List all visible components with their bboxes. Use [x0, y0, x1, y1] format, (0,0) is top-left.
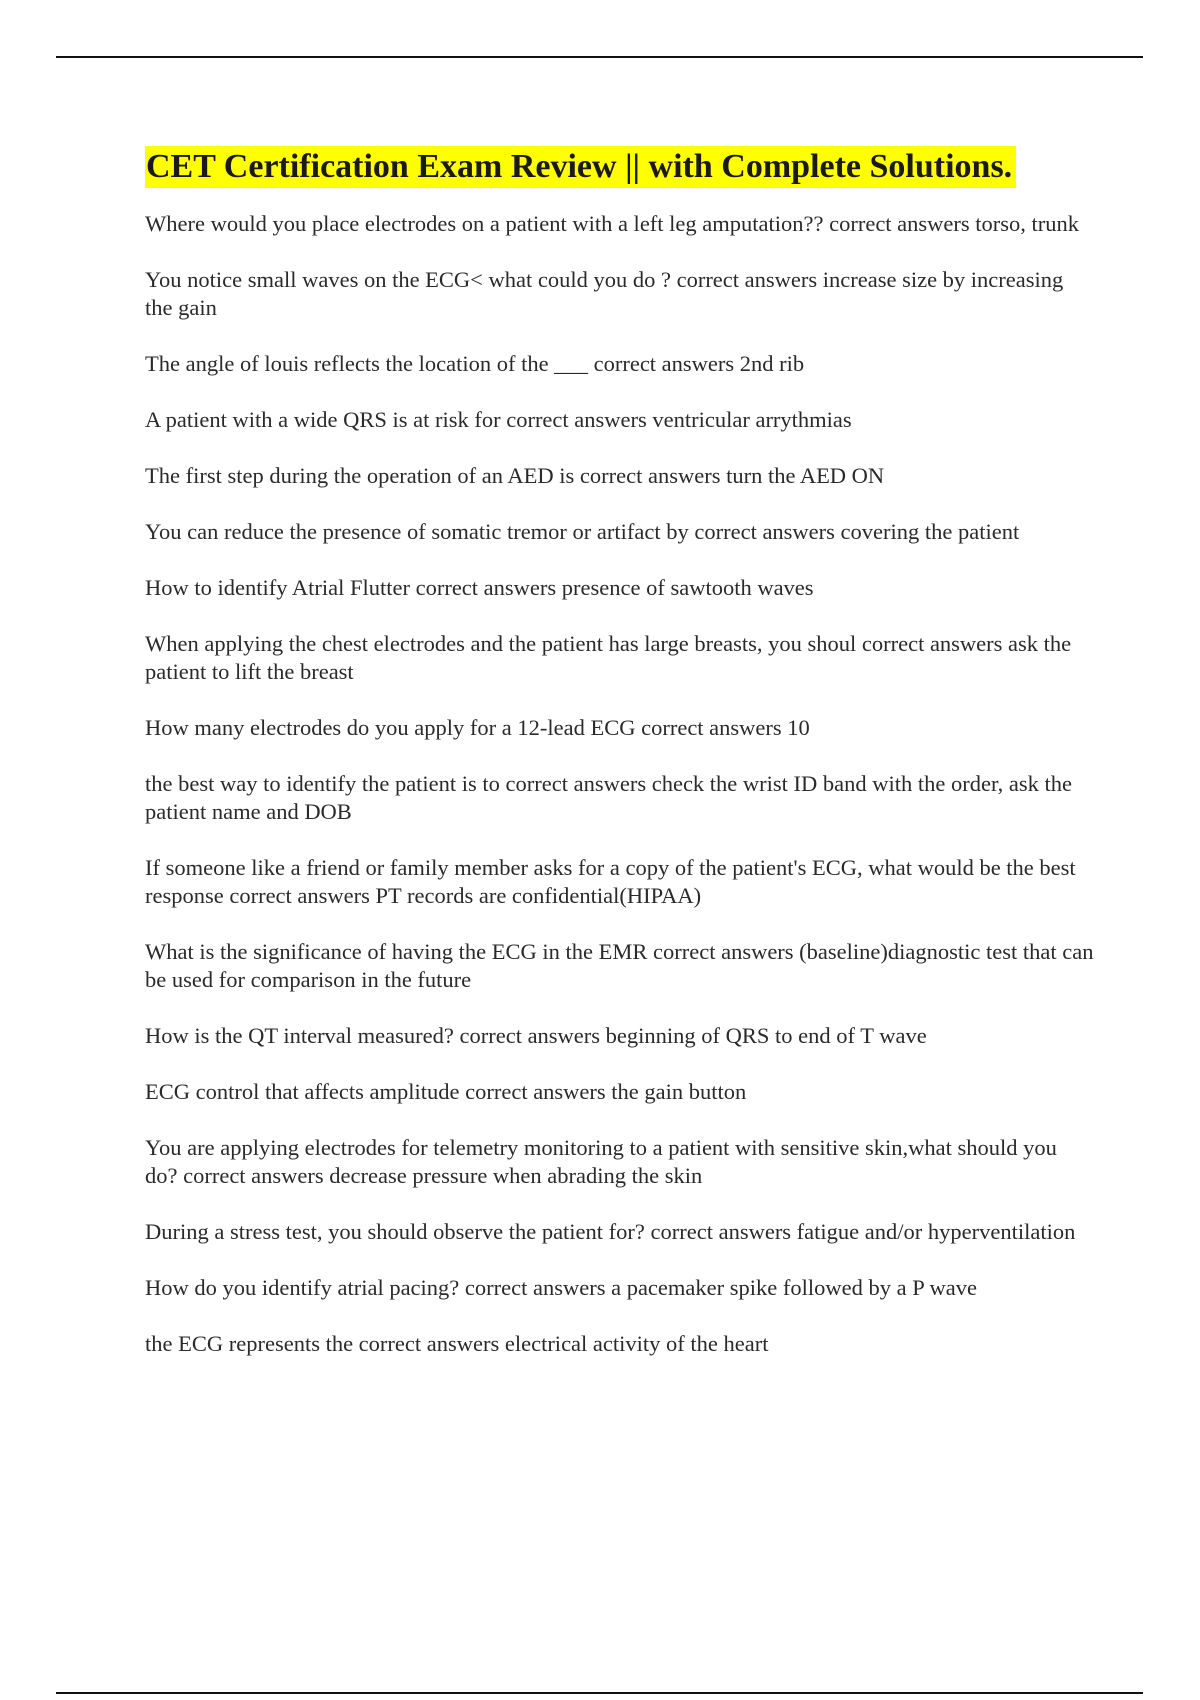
- qa-item-17: How do you identify atrial pacing? correct answers a pacemaker spike followed by a P wave: [145, 1275, 977, 1300]
- qa-item-9: How many electrodes do you apply for a 12-lead ECG correct answers 10: [145, 715, 810, 740]
- qa-item-8: When applying the chest electrodes and the patient has large breasts, you shoul correct answers ask the patient to lift the breast: [145, 631, 1072, 684]
- qa-item-5: The first step during the operation of an AED is correct answers turn the AED ON: [145, 463, 885, 488]
- qa-item-16: During a stress test, you should observe the patient for? correct answers fatigue and/or hyperventilation: [145, 1219, 1076, 1244]
- bottom-rule: [56, 1692, 1143, 1694]
- qa-item-11: If someone like a friend or family member asks for a copy of the patient's ECG, what would be the best response correct answers PT records are confidential(HIPAA): [145, 855, 1076, 908]
- qa-item-3: The angle of louis reflects the location of the ___ correct answers 2nd rib: [145, 351, 805, 376]
- qa-item-12: What is the significance of having the ECG in the EMR correct answers (baseline)diagnostic test that can be used for comparison in the future: [145, 939, 1094, 992]
- page-title: CET Certification Exam Review || with Complete Solutions.: [145, 146, 1016, 188]
- qa-item-14: ECG control that affects amplitude correct answers the gain button: [145, 1079, 747, 1104]
- qa-item-7: How to identify Atrial Flutter correct answers presence of sawtooth waves: [145, 575, 814, 600]
- qa-item-13: How is the QT interval measured? correct answers beginning of QRS to end of T wave: [145, 1023, 927, 1048]
- qa-item-1: Where would you place electrodes on a patient with a left leg amputation?? correct answers torso, trunk: [145, 211, 1080, 236]
- qa-item-10: the best way to identify the patient is to correct answers check the wrist ID band with the order, ask the patient name and DOB: [145, 771, 1072, 824]
- document-body: [145, 146, 1095, 1386]
- qa-item-2: You notice small waves on the ECG< what could you do ? correct answers increase size by increasing the gain: [145, 267, 1064, 320]
- qa-item-15: You are applying electrodes for telemetry monitoring to a patient with sensitive skin,what should you do? correct answers decrease pressure when abrading the skin: [145, 1135, 1057, 1188]
- qa-item-4: A patient with a wide QRS is at risk for correct answers ventricular arrythmias: [145, 407, 852, 432]
- qa-item-6: You can reduce the presence of somatic tremor or artifact by correct answers covering the patient: [145, 519, 1020, 544]
- top-rule: [56, 56, 1143, 58]
- qa-item-18: the ECG represents the correct answers electrical activity of the heart: [145, 1331, 769, 1356]
